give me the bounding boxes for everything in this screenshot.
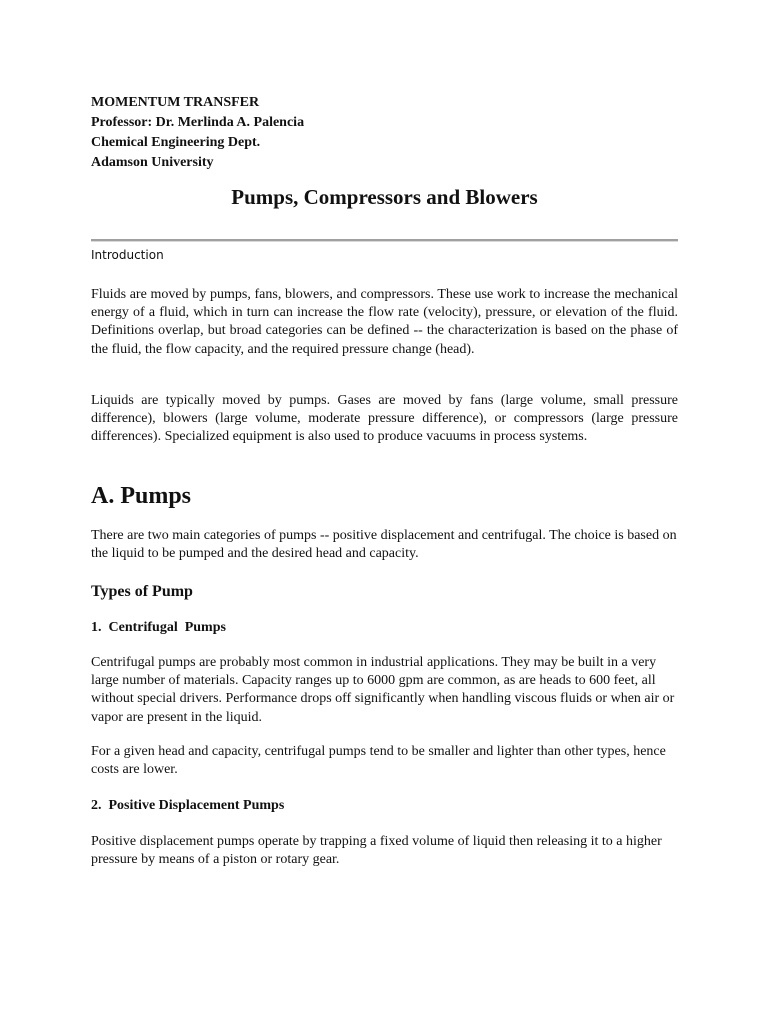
section-heading-pumps: A. Pumps (91, 483, 192, 509)
department-name: Chemical Engineering Dept. (91, 135, 261, 150)
introduction-paragraph-2: Liquids are typically moved by pumps. Gases are moved by fans (large volume, small pressure difference), blowers (large volume, moderate pressure difference), or compressors (large pressure differences). Specialized equipment is also used to produce vacuums in process systems. (91, 393, 678, 445)
centrifugal-paragraph-1: Centrifugal pumps are probably most common in industrial applications. They may be built in a very large number of materials. Capacity ranges up to 6000 gpm are common, as are heads to 600 feet, all without special drivers. Performance drops off significantly when handling viscous fluids or when air or vapor are present in the liquid. (91, 655, 675, 725)
introduction-label: Introduction (91, 248, 164, 262)
course-name: MOMENTUM TRANSFER (91, 95, 260, 110)
centrifugal-pumps-heading: 1. Centrifugal Pumps (91, 620, 226, 635)
pumps-paragraph: There are two main categories of pumps -- positive displacement and centrifugal. The choice is based on the liquid to be pumped and the desired head and capacity. (91, 528, 677, 562)
document-header (91, 93, 304, 173)
document-title: Pumps, Compressors and Blowers (231, 185, 538, 209)
professor-name: Professor: Dr. Merlinda A. Palencia (91, 115, 305, 130)
introduction-paragraph-1: Fluids are moved by pumps, fans, blowers, and compressors. These use work to increase the mechanical energy of a fluid, which in turn can increase the flow rate (velocity), pressure, or elevation of the fluid. Definitions overlap, but broad categories can be defined -- the characterization is based on the phase of the fluid, the flow capacity, and the required pressure change (head). (91, 287, 678, 357)
university-name: Adamson University (91, 155, 214, 170)
centrifugal-paragraph-2: For a given head and capacity, centrifugal pumps tend to be smaller and lighter than other types, hence costs are lower. (91, 744, 666, 778)
positive-displacement-heading: 2. Positive Displacement Pumps (91, 798, 285, 813)
positive-displacement-paragraph: Positive displacement pumps operate by trapping a fixed volume of liquid then releasing it to a higher pressure by means of a piston or rotary gear. (91, 834, 662, 868)
horizontal-divider (91, 239, 678, 242)
types-of-pump-heading: Types of Pump (91, 583, 193, 600)
